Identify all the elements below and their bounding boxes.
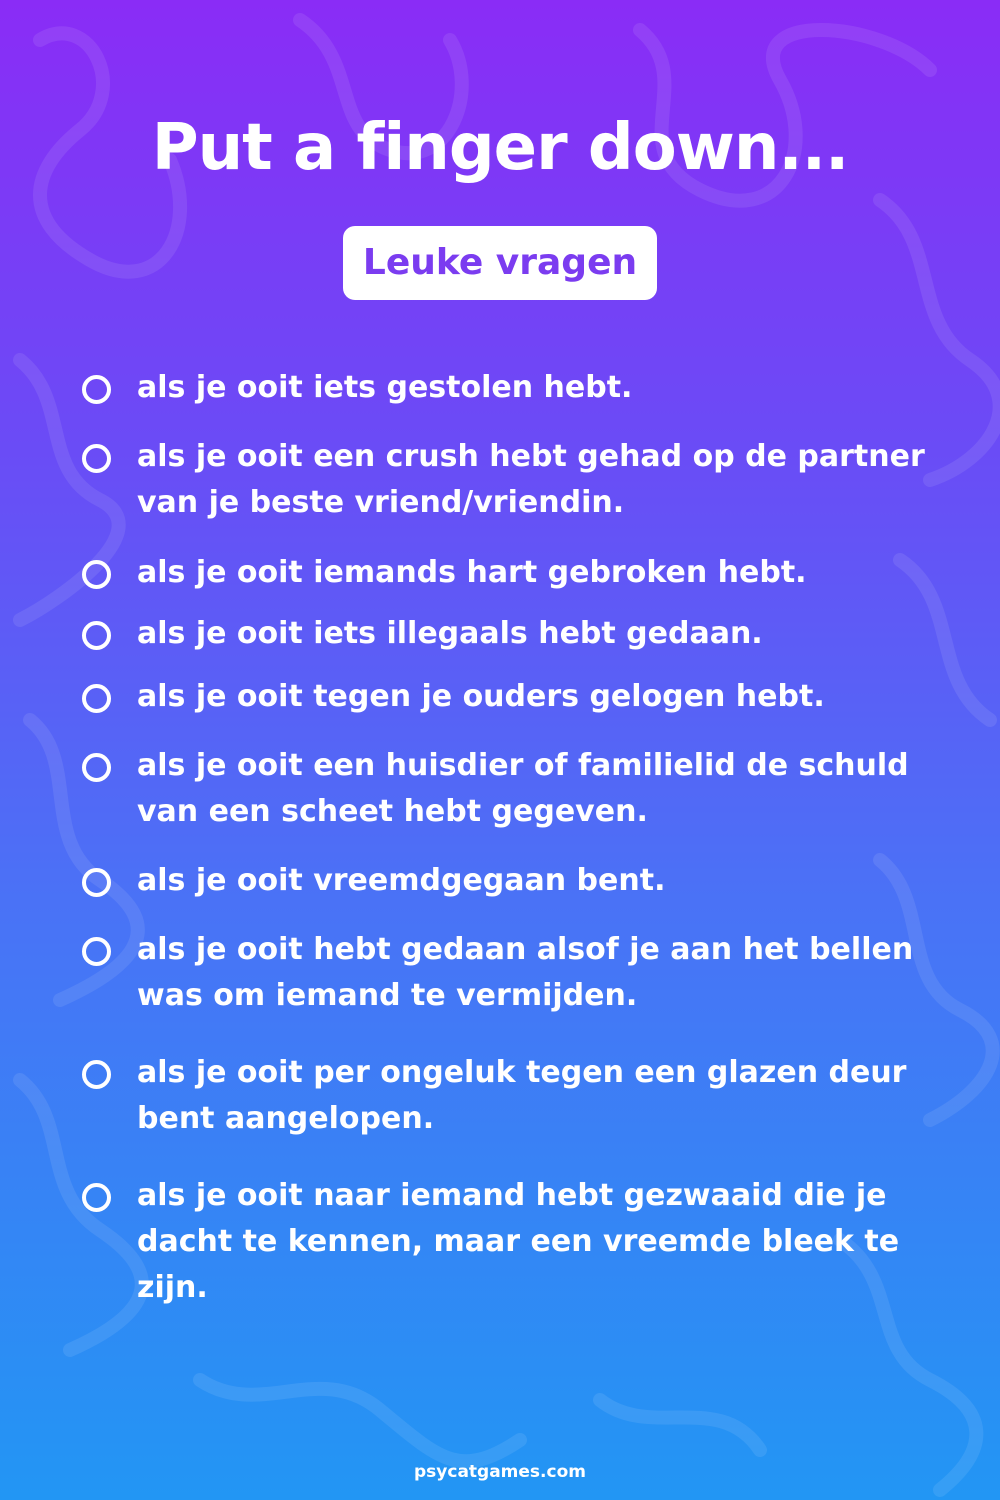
- list-item-line: als je ooit iets illegaals hebt gedaan.: [137, 616, 763, 651]
- circle-bullet-icon: [82, 684, 111, 713]
- circle-bullet-icon: [82, 1183, 111, 1212]
- list-item-text: [137, 1050, 955, 1142]
- list-item-text: [137, 927, 955, 1019]
- list-item-text: [137, 434, 955, 526]
- list-item-text: [137, 611, 955, 657]
- circle-bullet-icon: [82, 753, 111, 782]
- list-item-text: [137, 674, 955, 720]
- list-item-line: als je ooit een huisdier of familielid de schuld: [137, 748, 909, 783]
- list-item-line: was om iemand te vermijden.: [137, 978, 638, 1013]
- list-item-line: als je ooit per ongeluk tegen een glazen deur: [137, 1055, 907, 1090]
- list-item-line: als je ooit iets gestolen hebt.: [137, 370, 633, 405]
- circle-bullet-icon: [82, 1060, 111, 1089]
- list-item-line: van een scheet hebt gegeven.: [137, 794, 648, 829]
- list-item-line: dacht te kennen, maar een vreemde bleek te: [137, 1224, 900, 1259]
- list-item-text: [137, 550, 955, 596]
- list-item-line: bent aangelopen.: [137, 1101, 435, 1136]
- list-item-text: [137, 743, 955, 835]
- list-item-text: [137, 858, 955, 904]
- circle-bullet-icon: [82, 444, 111, 473]
- circle-bullet-icon: [82, 375, 111, 404]
- list-item-line: van je beste vriend/vriendin.: [137, 485, 625, 520]
- badge-wrapper: [0, 226, 1000, 300]
- list-item-line: als je ooit hebt gedaan alsof je aan het bellen: [137, 932, 914, 967]
- footer-website-link[interactable]: psycatgames.com: [414, 1462, 586, 1482]
- list-item-line: als je ooit naar iemand hebt gezwaaid die je: [137, 1178, 887, 1213]
- list-item-line: als je ooit iemands hart gebroken hebt.: [137, 555, 807, 590]
- circle-bullet-icon: [82, 560, 111, 589]
- list-item-text: [137, 365, 955, 411]
- list-item-line: als je ooit een crush hebt gehad op de partner: [137, 439, 925, 474]
- list-item-line: als je ooit vreemdgegaan bent.: [137, 863, 666, 898]
- circle-bullet-icon: [82, 937, 111, 966]
- list-item-line: als je ooit tegen je ouders gelogen hebt.: [137, 679, 825, 714]
- list-item-text: [137, 1173, 955, 1311]
- list-item-line: zijn.: [137, 1270, 208, 1305]
- circle-bullet-icon: [82, 621, 111, 650]
- circle-bullet-icon: [82, 868, 111, 897]
- page-title: Put a finger down...: [151, 111, 849, 185]
- category-badge: Leuke vragen: [343, 226, 657, 300]
